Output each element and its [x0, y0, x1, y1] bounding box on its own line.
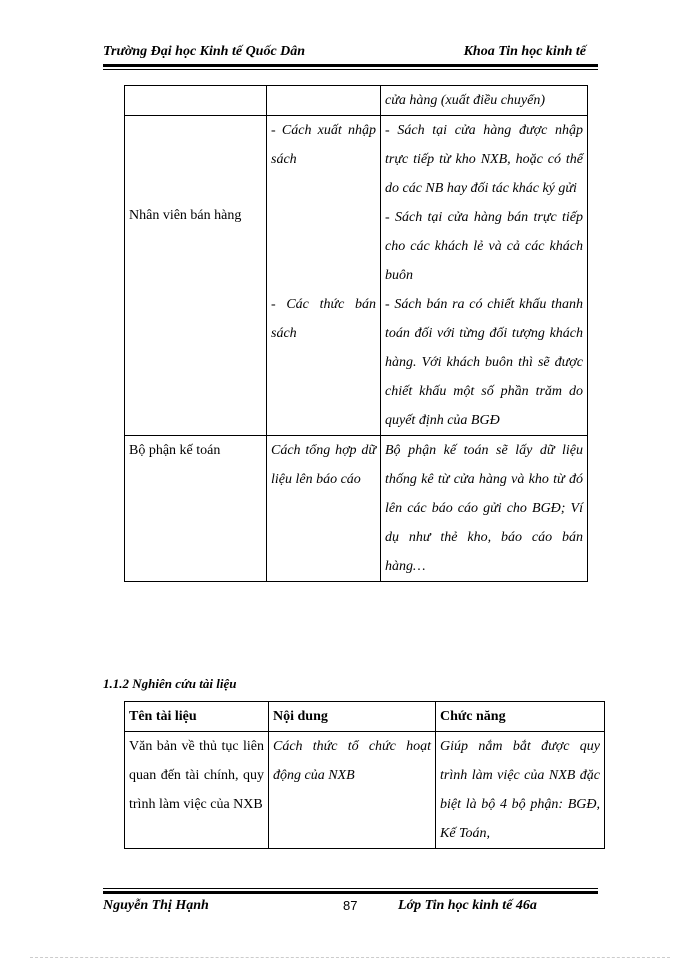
staff-process-table: [124, 85, 588, 582]
column-header: Chức năng: [436, 702, 605, 732]
page-edge-divider: [30, 957, 670, 958]
table-row: [125, 116, 588, 436]
table-cell: [267, 116, 381, 436]
header-university: Trường Đại học Kinh tế Quốc Dân: [103, 44, 306, 59]
role-accounting: Bộ phận kế toán: [129, 443, 221, 458]
table-cell: [125, 436, 267, 582]
table-cell: [436, 732, 605, 849]
cell-text: cửa hàng (xuất điều chuyển): [385, 93, 546, 108]
page-number: 87: [343, 898, 358, 913]
header-rule-thick: [103, 64, 598, 67]
role-sales-staff: Nhân viên bán hàng: [129, 208, 242, 223]
table-cell: [267, 86, 381, 116]
page-footer: [103, 898, 598, 918]
cell-text: - Sách tại cửa hàng bán trực tiếp cho các khách lẻ và cả các khách buôn: [385, 210, 583, 283]
table-cell: [267, 436, 381, 582]
column-header: Tên tài liệu: [125, 702, 269, 732]
cell-text: - Các thức bán sách: [271, 297, 376, 341]
table-row: [125, 86, 588, 116]
document-research-table: [124, 701, 605, 849]
table-cell: [381, 116, 588, 436]
cell-text: Bộ phận kế toán sẽ lấy dữ liệu thống kê từ cửa hàng và kho từ đó lên các báo cáo gửi cho BGĐ; Ví dụ như thẻ kho, báo cáo bán hàng…: [385, 443, 583, 574]
table-cell: [125, 116, 267, 436]
table-cell: [125, 86, 267, 116]
footer-rule-thick: [103, 891, 598, 894]
cell-text: - Sách bán ra có chiết khấu thanh toán đối với từng đối tượng khách hàng. Với khách buôn thì sẽ được chiết khấu một số phần trăm do quyết định của BGĐ: [385, 297, 583, 428]
cell-text: - Cách xuất nhập sách: [271, 123, 376, 167]
table-row: [125, 732, 605, 849]
table-cell: [381, 436, 588, 582]
cell-text: - Sách tại cửa hàng được nhập trực tiếp từ kho NXB, hoặc có thể do các NB hay đối tác khác ký gửi: [385, 123, 583, 196]
table-row: [125, 436, 588, 582]
cell-text: Cách thức tổ chức hoạt động của NXB: [273, 739, 431, 783]
table-cell: [125, 732, 269, 849]
footer-class: Lớp Tin học kinh tế 46a: [398, 898, 537, 913]
footer-author: Nguyễn Thị Hạnh: [103, 898, 209, 913]
page-header: [103, 44, 598, 64]
table-cell: [269, 732, 436, 849]
header-faculty: Khoa Tin học kinh tế: [463, 44, 586, 59]
table-cell: [381, 86, 588, 116]
column-header: Nội dung: [269, 702, 436, 732]
footer-rule-thin: [103, 888, 598, 889]
table-header-row: [125, 702, 605, 732]
section-heading: 1.1.2 Nghiên cứu tài liệu: [103, 676, 237, 691]
header-rule-thin: [103, 69, 598, 70]
cell-text: Giúp nắm bắt được quy trình làm việc của NXB đặc biệt là bộ 4 bộ phận: BGĐ, Kế Toán,: [440, 739, 600, 841]
cell-text: Văn bản về thủ tục liên quan đến tài chính, quy trình làm việc của NXB: [129, 739, 264, 812]
cell-text: Cách tổng hợp dữ liệu lên báo cáo: [271, 443, 376, 487]
